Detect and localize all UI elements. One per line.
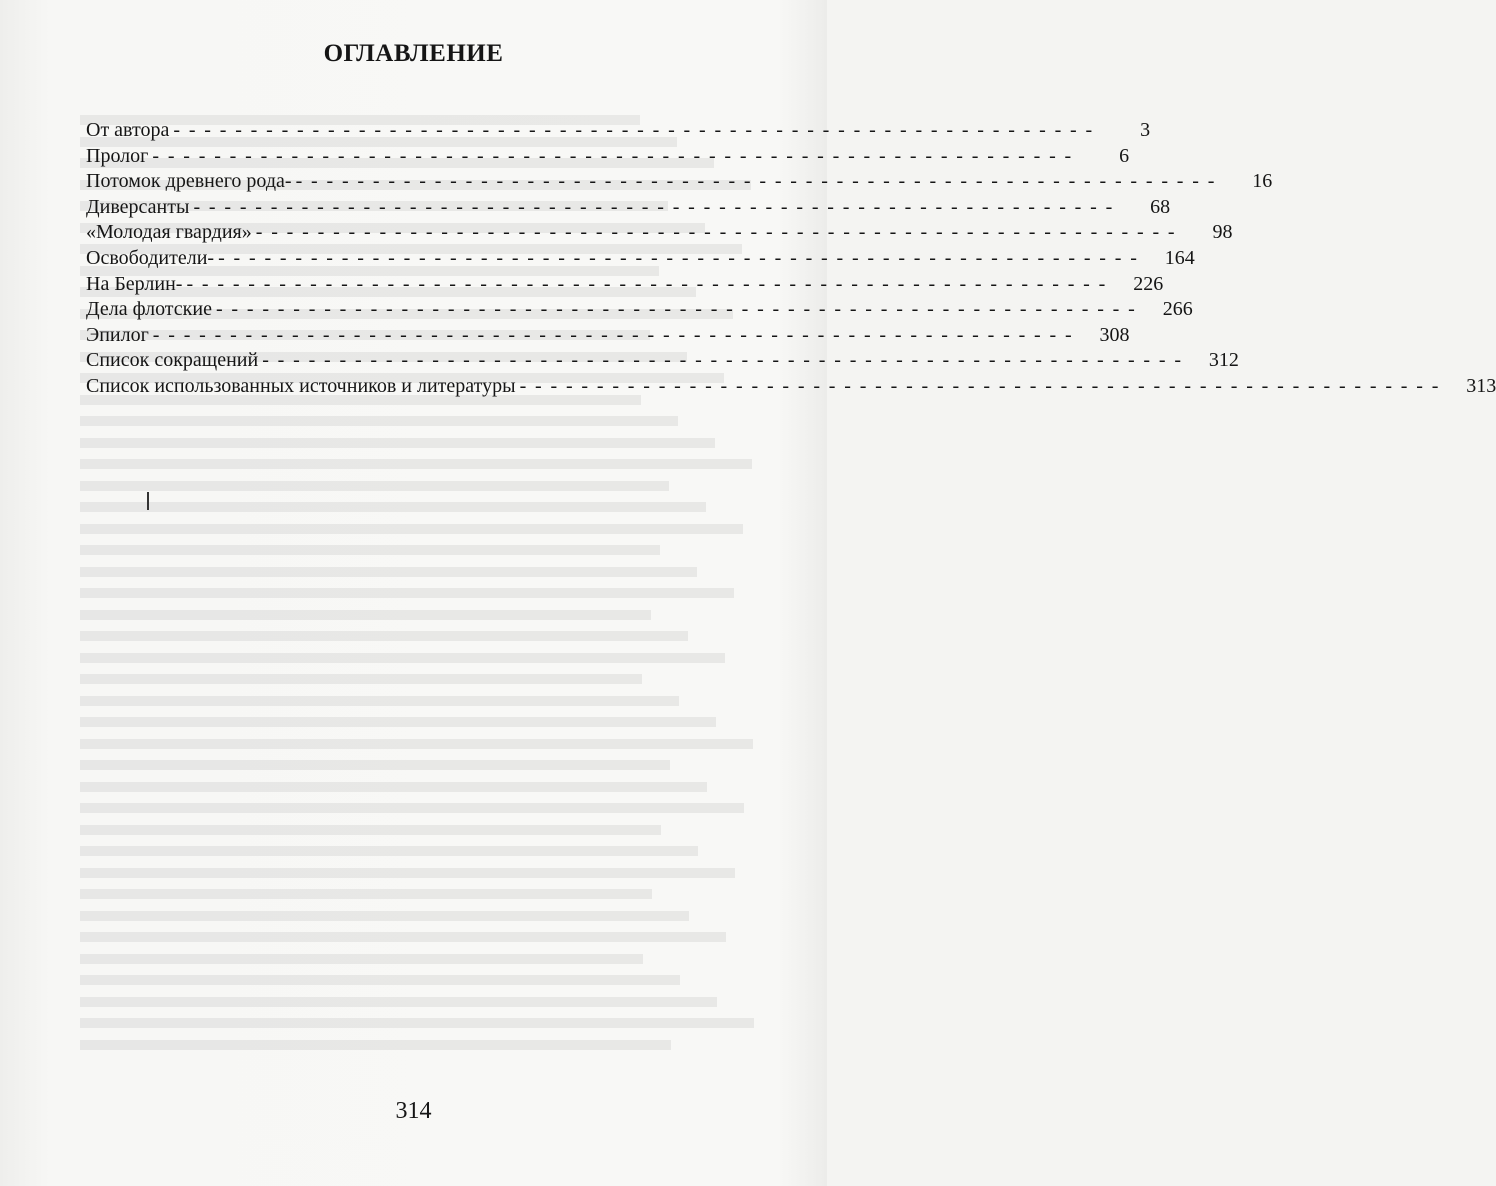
toc-dot-leader: - - - - - - - - - - - - - - - - - - - - - - - - - - - - - - - - - - - - - - - - - - - - - - - - - - - - - - - - - - - - <box>173 119 1095 141</box>
toc-entry <box>86 348 1239 374</box>
bleed-line <box>80 653 725 663</box>
bleed-line <box>80 438 715 448</box>
toc-dot-leader: - - - - - - - - - - - - - - - - - - - - - - - - - - - - - - - - - - - - - - - - - - - - - - - - - - - - - - - - - - - - <box>186 272 1108 295</box>
bleed-line <box>80 545 660 555</box>
bleed-line <box>80 1018 754 1028</box>
toc-entry <box>86 144 1130 170</box>
bleed-line <box>80 524 743 534</box>
bleed-line <box>80 889 652 899</box>
bleed-line <box>80 567 697 577</box>
toc-entry <box>86 195 1171 221</box>
toc-entry-title: Потомок древнего рода- <box>86 170 292 193</box>
bleed-line <box>80 459 752 469</box>
toc-dot-leader: - - - - - - - - - - - - - - - - - - - - - - - - - - - - - - - - - - - - - - - - - - - - - - - - - - - - - - - - - - - - <box>255 221 1177 244</box>
ink-mark <box>147 492 149 510</box>
toc-dot-leader: - - - - - - - - - - - - - - - - - - - - - - - - - - - - - - - - - - - - - - - - - - - - - - - - - - - - - - - - - - - - <box>295 170 1217 193</box>
toc-entry-page: 68 <box>1150 195 1171 218</box>
toc-entry-title: Пролог <box>86 144 149 167</box>
bleed-line <box>80 825 661 835</box>
toc-entry-page: 6 <box>1119 144 1130 167</box>
bleed-line <box>80 1040 671 1050</box>
bleed-line <box>80 631 688 641</box>
toc-dot-leader: - - - - - - - - - - - - - - - - - - - - - - - - - - - - - - - - - - - - - - - - - - - - - - - - - - - - - - - - - - - - <box>193 195 1115 218</box>
toc-dot-leader: - - - - - - - - - - - - - - - - - - - - - - - - - - - - - - - - - - - - - - - - - - - - - - - - - - - - - - - - - - - - <box>152 144 1074 167</box>
toc-entry-title: Освободители- <box>86 246 215 269</box>
bleed-line <box>80 911 689 921</box>
toc-entry-page: 308 <box>1099 323 1130 346</box>
bleed-line <box>80 502 706 512</box>
toc-entry-title: От автора <box>86 119 170 141</box>
bleed-line <box>80 782 707 792</box>
toc-entry-title: Эпилог <box>86 323 149 346</box>
toc-entry <box>86 323 1130 349</box>
toc-entry <box>86 374 1496 400</box>
bleed-line <box>80 846 698 856</box>
table-of-contents <box>86 118 1496 400</box>
toc-entry <box>86 246 1195 272</box>
toc-dot-leader: - - - - - - - - - - - - - - - - - - - - - - - - - - - - - - - - - - - - - - - - - - - - - - - - - - - - - - - - - - - - <box>215 298 1137 321</box>
toc-dot-leader: - - - - - - - - - - - - - - - - - - - - - - - - - - - - - - - - - - - - - - - - - - - - - - - - - - - - - - - - - - - - <box>262 349 1183 372</box>
toc-entry-page: 312 <box>1208 349 1239 372</box>
bleed-line <box>80 954 643 964</box>
toc-entry-page: 226 <box>1133 272 1164 295</box>
bleed-line <box>80 868 735 878</box>
toc-entry-page: 16 <box>1252 170 1273 193</box>
bleed-line <box>80 416 678 426</box>
bleed-line <box>80 696 679 706</box>
toc-dot-leader: - - - - - - - - - - - - - - - - - - - - - - - - - - - - - - - - - - - - - - - - - - - - - - - - - - - - - - - - - - - - <box>519 374 1441 397</box>
bleed-line <box>80 760 670 770</box>
page-title: ОГЛАВЛЕНИЕ <box>323 40 504 67</box>
toc-entry <box>86 220 1233 246</box>
toc-entry-page: 164 <box>1164 246 1195 269</box>
toc-entry <box>86 118 1151 144</box>
toc-entry-page: 266 <box>1162 298 1193 321</box>
bleed-line <box>80 674 642 684</box>
toc-entry-title: Список использованных источников и литературы <box>86 374 516 397</box>
toc-entry <box>86 169 1273 195</box>
bleed-line <box>80 803 744 813</box>
bleed-line <box>80 739 753 749</box>
toc-entry-page: 3 <box>1140 119 1151 141</box>
bleed-line <box>80 975 680 985</box>
toc-entry <box>86 272 1164 298</box>
page-number: 314 <box>395 1098 432 1124</box>
toc-entry-title: На Берлин- <box>86 272 183 295</box>
toc-entry-title: Дела флотские <box>86 298 212 321</box>
toc-dot-leader: - - - - - - - - - - - - - - - - - - - - - - - - - - - - - - - - - - - - - - - - - - - - - - - - - - - - - - - - - - - - <box>152 323 1074 346</box>
bleed-line <box>80 610 651 620</box>
toc-entry <box>86 297 1193 323</box>
toc-entry-title: Диверсанты <box>86 195 190 218</box>
bleed-line <box>80 717 716 727</box>
toc-entry-page: 313 <box>1466 374 1496 397</box>
bleed-line <box>80 481 669 491</box>
toc-entry-title: «Молодая гвардия» <box>86 221 252 244</box>
toc-entry-title: Список сокращений <box>86 349 259 372</box>
bleed-line <box>80 932 726 942</box>
bleed-line <box>80 588 734 598</box>
toc-entry-page: 98 <box>1212 221 1233 244</box>
bleed-line <box>80 997 717 1007</box>
toc-dot-leader: - - - - - - - - - - - - - - - - - - - - - - - - - - - - - - - - - - - - - - - - - - - - - - - - - - - - - - - - - - - - <box>218 246 1139 269</box>
